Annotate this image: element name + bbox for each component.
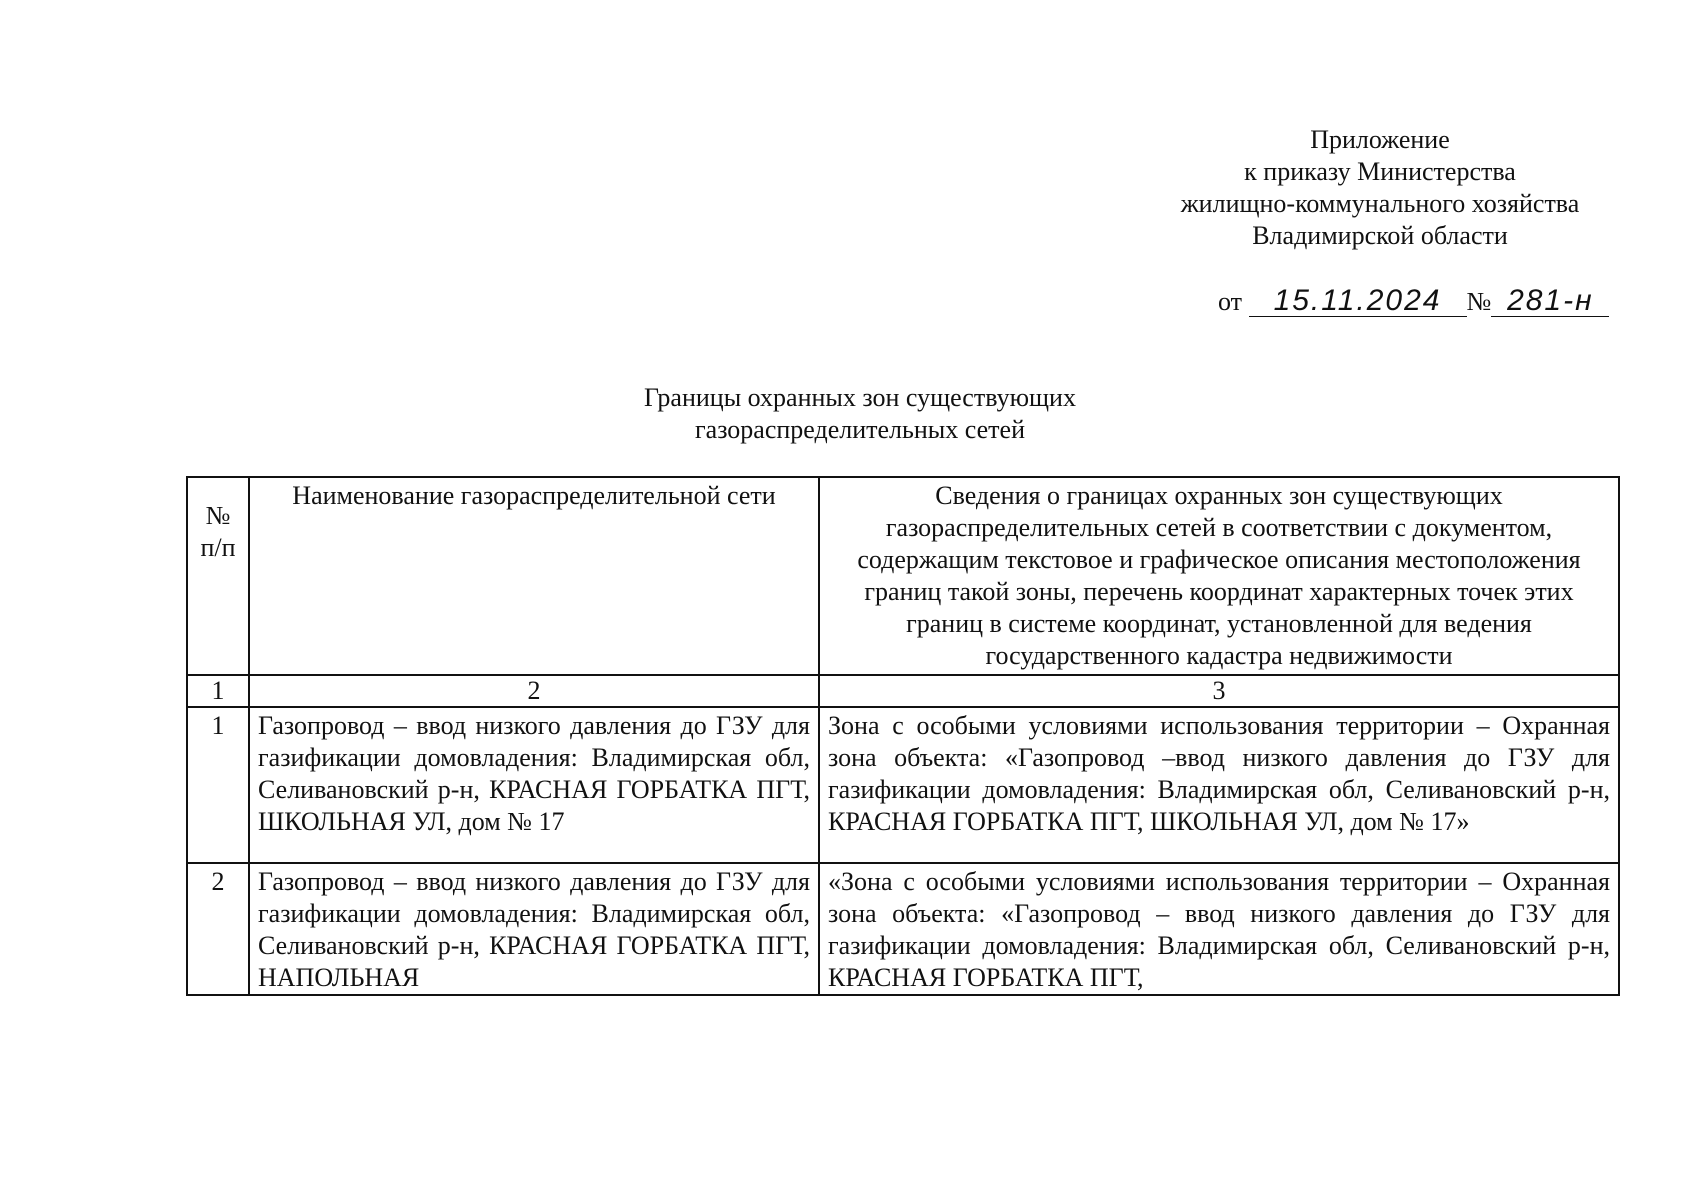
header-number-symbol: №	[205, 501, 231, 530]
row-number: 1	[187, 707, 249, 863]
order-date-number	[1218, 286, 1609, 318]
order-number-handwritten: 281-н	[1491, 286, 1609, 317]
appendix-header-line-4: Владимирской области	[1252, 221, 1508, 250]
order-date-prefix: от	[1218, 287, 1243, 316]
appendix-header	[1150, 124, 1610, 252]
order-number-prefix: №	[1466, 287, 1492, 316]
table-index-row	[187, 675, 1619, 707]
index-cell-1: 1	[187, 675, 249, 707]
index-cell-2: 2	[249, 675, 819, 707]
table-header-row	[187, 477, 1619, 675]
protection-zones-table	[186, 476, 1620, 996]
zone-info-wrap: «Зона с особыми условиями использования территории – Охранная зона объекта: «Газопровод – ввод низкого давления до ГЗУ для газификации домовладения: Владимирская обл, Селивановский р-н, КРАСНАЯ ГОРБАТКА ПГТ,	[828, 867, 1610, 992]
table-row	[187, 707, 1619, 863]
row-number-wrap: 2	[211, 867, 225, 896]
document-title-line-1: Границы охранных зон существующих	[644, 383, 1076, 412]
header-cell-zone-info: Сведения о границах охранных зон существующих газораспределительных сетей в соответствии с документом, содержащим текстовое и графическое описания местоположения границ такой зоны, перечень координат характерных точек этих границ в системе координат, установленной для ведения государственного кадастра недвижимости	[819, 477, 1619, 675]
appendix-header-line-1: Приложение	[1310, 125, 1450, 154]
network-name	[249, 863, 819, 995]
appendix-header-line-3: жилищно-коммунального хозяйства	[1180, 189, 1580, 218]
document-title-line-2: газораспределительных сетей	[694, 415, 1025, 444]
order-date-handwritten: 15.11.2024	[1249, 286, 1467, 317]
header-cell-number	[187, 477, 249, 675]
table-row	[187, 863, 1619, 995]
header-number-pp: п/п	[200, 533, 236, 562]
zone-info: Зона с особыми условиями использования территории – Охранная зона объекта: «Газопровод –ввод низкого давления до ГЗУ для газификации домовладения: Владимирская обл, Селивановский р-н, КРАСНАЯ ГОРБАТКА ПГТ, ШКОЛЬНАЯ УЛ, дом № 17»	[819, 707, 1619, 863]
header-cell-network-name: Наименование газораспределительной сети	[249, 477, 819, 675]
network-name-wrap: Газопровод – ввод низкого давления до ГЗУ для газификации домовладения: Владимирская обл, Селивановский р-н, КРАСНАЯ ГОРБАТКА ПГТ, НАПОЛЬНАЯ	[258, 867, 810, 992]
index-cell-3: 3	[819, 675, 1619, 707]
row-number	[187, 863, 249, 995]
appendix-header-line-2: к приказу Министерства	[1244, 157, 1516, 186]
zone-info	[819, 863, 1619, 995]
document-title	[480, 382, 1240, 446]
network-name: Газопровод – ввод низкого давления до ГЗУ для газификации домовладения: Владимирская обл, Селивановский р-н, КРАСНАЯ ГОРБАТКА ПГТ, ШКОЛЬНАЯ УЛ, дом № 17	[249, 707, 819, 863]
